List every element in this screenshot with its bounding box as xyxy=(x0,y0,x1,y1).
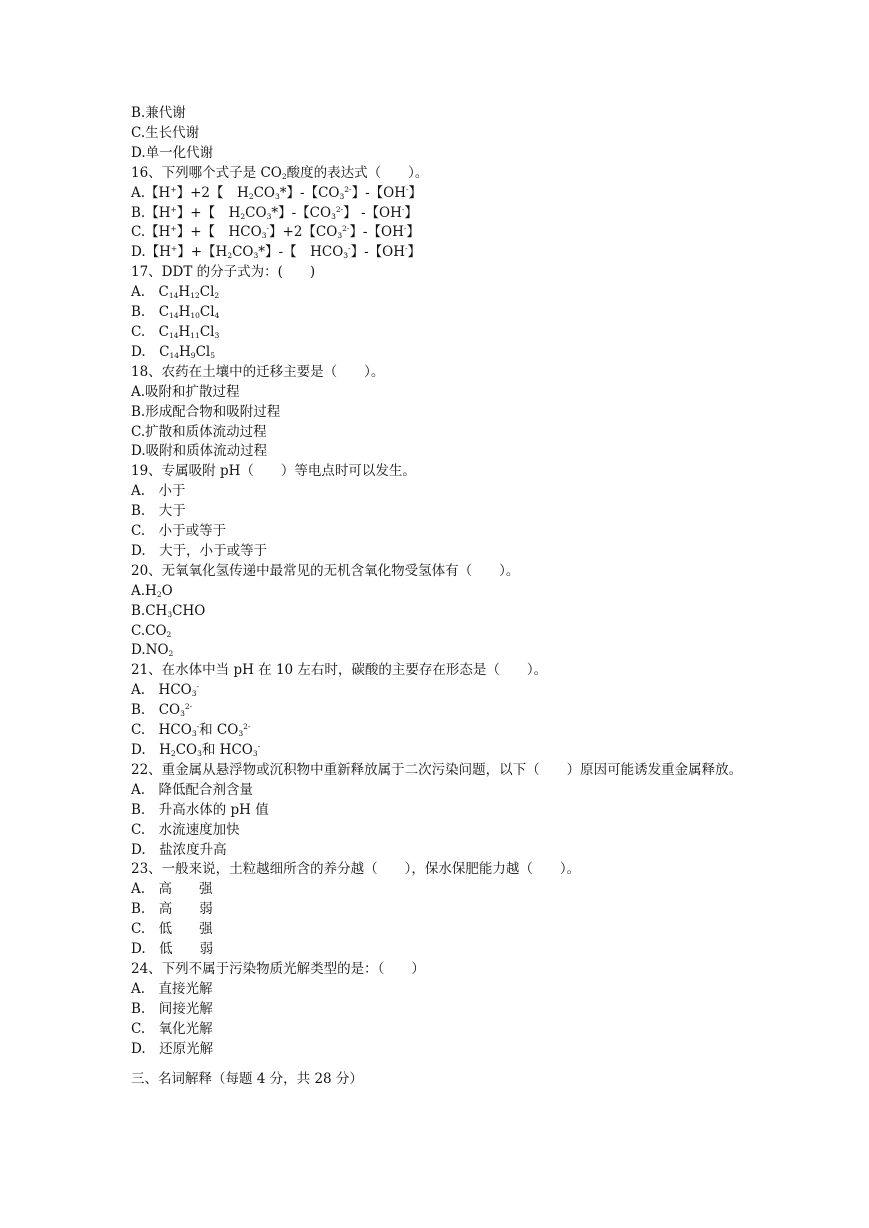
text-segment: A. HCO xyxy=(131,682,192,699)
text-line xyxy=(131,184,751,204)
text-segment: 23、一般来说，土粒越细所含的养分越（ ），保水保肥能力越（ ）。 xyxy=(131,861,581,878)
superscript: - xyxy=(196,682,200,692)
text-segment: B.兼代谢 xyxy=(131,105,186,121)
subscript: 14 xyxy=(169,311,179,321)
text-segment: B. 间接光解 xyxy=(131,1000,213,1017)
text-segment: 】+2【 H xyxy=(176,184,249,201)
text-line xyxy=(131,661,751,681)
text-line xyxy=(131,801,751,821)
text-line xyxy=(131,741,751,761)
text-segment: A.H xyxy=(131,582,157,599)
text-segment: B. CO xyxy=(131,702,181,719)
text-segment: 】-【OH xyxy=(351,184,406,201)
text-line xyxy=(131,482,751,502)
text-segment: CO xyxy=(245,204,267,221)
text-line xyxy=(131,303,751,323)
subscript: 3 xyxy=(191,689,197,699)
text-segment: *】-【CO xyxy=(271,204,332,221)
superscript: + xyxy=(170,224,177,234)
subscript: 2 xyxy=(214,291,220,301)
text-line xyxy=(131,821,751,841)
text-segment: 】 -【OH xyxy=(343,204,402,221)
text-segment: C. 小于或等于 xyxy=(131,523,227,540)
text-segment: 】 xyxy=(407,244,422,261)
text-segment: C.扩散和质体流动过程 xyxy=(131,423,267,440)
text-segment: A. 降低配合剂含量 xyxy=(131,781,254,798)
text-line xyxy=(131,721,751,741)
superscript: 2- xyxy=(342,224,350,234)
text-segment: A.吸附和扩散过程 xyxy=(131,383,240,400)
text-segment: D. 低 弱 xyxy=(131,941,214,958)
superscript: - xyxy=(401,204,405,214)
text-segment: B. 高 弱 xyxy=(131,901,213,918)
superscript: - xyxy=(196,722,200,732)
text-line xyxy=(131,323,751,343)
subscript: 14 xyxy=(168,330,179,340)
text-segment: 和 CO xyxy=(199,722,239,739)
text-segment: 和 HCO xyxy=(201,742,253,758)
text-segment: C. HCO xyxy=(131,722,192,739)
subscript: 2 xyxy=(240,211,246,221)
subscript: 3 xyxy=(197,749,202,758)
text-line xyxy=(131,363,751,383)
text-line xyxy=(131,920,751,940)
superscript: - xyxy=(403,224,407,234)
text-line xyxy=(131,841,751,861)
text-line xyxy=(131,622,751,642)
subscript: 3 xyxy=(252,749,258,758)
text-segment: C. 低 强 xyxy=(131,921,213,938)
subscript: 12 xyxy=(190,291,200,301)
text-line xyxy=(131,880,751,900)
text-segment: 】 xyxy=(408,184,423,201)
subscript: 2 xyxy=(170,749,176,758)
text-segment: 】+【 H xyxy=(176,204,241,221)
subscript: 3 xyxy=(337,231,343,241)
text-segment: Cl xyxy=(199,323,215,340)
text-line xyxy=(131,900,751,920)
superscript: - xyxy=(406,184,409,194)
subscript: 3 xyxy=(339,191,345,201)
text-line xyxy=(131,1000,751,1020)
text-line xyxy=(131,860,751,880)
superscript: - xyxy=(257,742,261,751)
superscript: + xyxy=(170,184,177,194)
subscript: 4 xyxy=(214,311,220,321)
text-segment: C.生长代谢 xyxy=(131,124,200,141)
text-line xyxy=(131,283,751,303)
text-segment: CHO xyxy=(172,602,206,619)
text-segment: D. H xyxy=(131,742,171,758)
subscript: 10 xyxy=(190,311,200,321)
subscript: 3 xyxy=(191,729,197,739)
text-segment: A.【H xyxy=(131,184,171,201)
text-line xyxy=(131,343,751,363)
text-line xyxy=(131,701,751,721)
text-line xyxy=(131,681,751,701)
text-segment: C.【H xyxy=(131,224,171,241)
subscript: 3 xyxy=(214,330,220,340)
section-gap xyxy=(131,1060,751,1070)
text-segment: C. 水流速度加快 xyxy=(131,821,240,838)
text-segment: 】 xyxy=(404,204,418,221)
text-segment: D.【H xyxy=(131,244,171,261)
text-segment: D. 盐浓度升高 xyxy=(131,841,227,858)
subscript: 3 xyxy=(253,251,259,261)
subscript: 2 xyxy=(248,191,254,201)
text-segment: C.CO xyxy=(131,622,167,639)
text-segment: 】+【H xyxy=(177,244,228,261)
subscript: 2 xyxy=(227,251,233,261)
text-line xyxy=(131,104,751,124)
text-line xyxy=(131,223,751,243)
superscript: 2- xyxy=(184,702,193,712)
subscript: 2 xyxy=(281,171,287,181)
text-line xyxy=(131,980,751,1000)
text-segment: O xyxy=(161,582,173,599)
text-line xyxy=(131,403,751,423)
text-segment: H xyxy=(178,304,191,321)
section-heading xyxy=(131,1070,751,1090)
text-segment: H xyxy=(179,343,191,360)
text-segment: *】-【 HCO xyxy=(258,244,344,261)
text-segment: A. 小于 xyxy=(131,483,186,500)
text-segment: Cl xyxy=(195,343,211,360)
text-line xyxy=(131,263,751,283)
text-line xyxy=(131,144,751,164)
superscript: - xyxy=(266,224,270,234)
text-line xyxy=(131,1040,751,1060)
text-line xyxy=(131,940,751,960)
text-segment: 24、下列不属于污染物质光解类型的是：（ ） xyxy=(131,960,425,977)
text-segment: D.单一化代谢 xyxy=(131,144,214,161)
text-line xyxy=(131,442,751,462)
text-line xyxy=(131,164,751,184)
text-line xyxy=(131,204,751,224)
subscript: 5 xyxy=(210,350,216,360)
text-segment: A. 高 强 xyxy=(131,881,213,898)
subscript: 2 xyxy=(166,629,172,639)
subscript: 3 xyxy=(275,191,280,201)
text-segment: 】+2【CO xyxy=(269,224,338,241)
subscript: 2 xyxy=(156,589,162,599)
subscript: 9 xyxy=(190,350,196,360)
text-segment: A. 直接光解 xyxy=(131,980,213,997)
superscript: - xyxy=(405,244,408,254)
text-segment: D. 大于，小于或等于 xyxy=(131,542,268,559)
text-segment: 】 xyxy=(406,224,420,241)
superscript: 2- xyxy=(335,204,344,214)
text-segment: Cl xyxy=(199,284,215,301)
text-segment: 】+【 HCO xyxy=(176,224,262,241)
text-line xyxy=(131,502,751,522)
text-segment: D.吸附和质体流动过程 xyxy=(131,443,268,460)
text-segment: 22、重金属从悬浮物或沉积物中重新释放属于二次污染问题，以下（ ）原因可能诱发重金属释放。 xyxy=(131,761,743,778)
superscript: + xyxy=(170,244,178,254)
text-segment: D.NO xyxy=(131,642,169,659)
text-segment: 16、下列哪个式子是 CO xyxy=(131,164,282,181)
text-segment: 21、在水体中当 pH 在 10 左右时，碳酸的主要存在形态是（ ）。 xyxy=(131,662,548,679)
subscript: 3 xyxy=(266,211,272,221)
superscript: 2- xyxy=(344,184,352,194)
text-line xyxy=(131,542,751,562)
text-segment: Cl xyxy=(199,304,215,321)
text-segment: B.形成配合物和吸附过程 xyxy=(131,403,281,420)
subscript: 3 xyxy=(238,729,244,739)
text-line xyxy=(131,761,751,781)
text-line xyxy=(131,462,751,482)
text-line xyxy=(131,641,751,661)
text-segment: CO xyxy=(175,742,198,758)
text-line xyxy=(131,1020,751,1040)
text-segment: B. 升高水体的 pH 值 xyxy=(131,801,269,818)
text-segment: 】-【OH xyxy=(349,224,404,241)
text-line xyxy=(131,602,751,622)
subscript: 3 xyxy=(261,231,267,241)
text-segment: 三、名词解释（每题 4 分，共 28 分） xyxy=(131,1070,363,1087)
text-segment: C. 氧化光解 xyxy=(131,1020,213,1037)
subscript: 11 xyxy=(190,330,200,340)
subscript: 3 xyxy=(343,251,349,261)
subscript: 14 xyxy=(168,291,179,301)
text-line xyxy=(131,124,751,144)
text-segment: A. C xyxy=(131,284,169,301)
text-segment: B. 大于 xyxy=(131,503,186,520)
text-line xyxy=(131,522,751,542)
text-segment: B.【H xyxy=(131,204,171,221)
text-segment: H xyxy=(178,284,191,301)
text-line xyxy=(131,423,751,443)
text-segment: 17、DDT 的分子式为：( ) xyxy=(131,264,316,281)
superscript: + xyxy=(170,204,177,214)
superscript: 2- xyxy=(243,722,251,732)
text-segment: CO xyxy=(253,184,275,201)
text-segment: 19、专属吸附 pH（ ）等电点时可以发生。 xyxy=(131,463,416,480)
text-segment: B. C xyxy=(131,304,170,321)
text-line xyxy=(131,243,751,263)
text-line xyxy=(131,960,751,980)
text-line xyxy=(131,383,751,403)
text-segment: D. 还原光解 xyxy=(131,1040,214,1057)
text-segment: 】-【OH xyxy=(350,244,405,261)
text-segment: *】-【CO xyxy=(279,184,340,201)
text-segment: D. C xyxy=(131,343,170,360)
text-segment: 20、无氧氧化氢传递中最常见的无机含氧化物受氢体有（ ）。 xyxy=(131,562,520,579)
text-segment: C. C xyxy=(131,323,169,340)
text-line xyxy=(131,781,751,801)
text-line xyxy=(131,562,751,582)
text-segment: B.CH xyxy=(131,602,168,619)
superscript: - xyxy=(348,244,351,254)
exam-document xyxy=(131,104,751,1089)
subscript: 2 xyxy=(168,649,174,659)
text-line xyxy=(131,582,751,602)
subscript: 14 xyxy=(169,350,180,360)
subscript: 3 xyxy=(167,609,173,619)
text-segment: CO xyxy=(232,244,254,261)
subscript: 3 xyxy=(180,709,185,719)
text-segment: H xyxy=(178,323,191,340)
text-segment: 酸度的表达式（ ）。 xyxy=(286,164,429,181)
subscript: 3 xyxy=(331,211,336,221)
text-segment: 18、农药在土壤中的迁移主要是（ ）。 xyxy=(131,363,385,380)
